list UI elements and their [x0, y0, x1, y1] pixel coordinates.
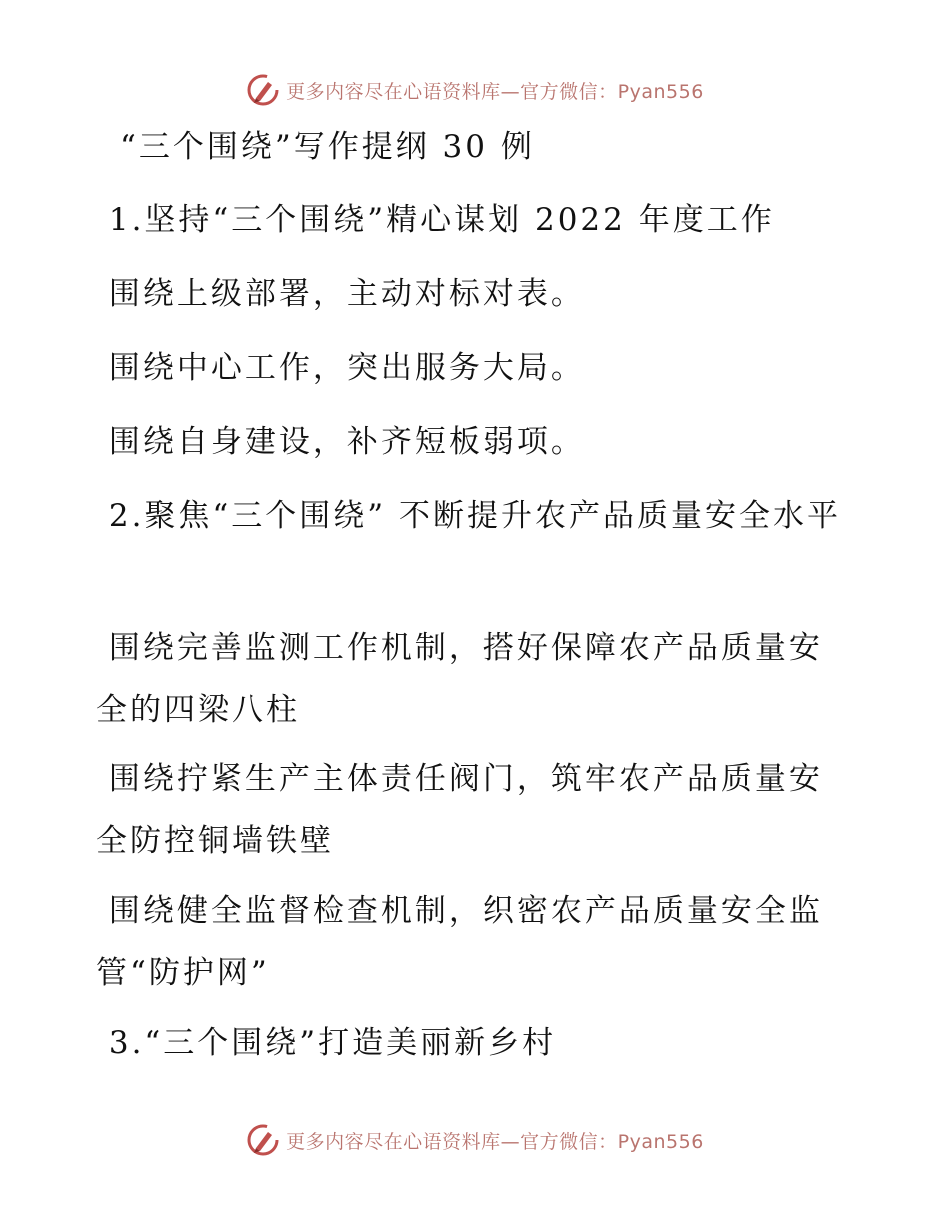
document-title: “三个围绕”写作提纲 30 例 [120, 129, 535, 165]
paragraph-2: 围绕上级部署，主动对标对表。 [96, 276, 585, 312]
paragraph-3: 围绕中心工作，突出服务大局。 [96, 350, 585, 386]
paragraph-6: 围绕完善监测工作机制，搭好保障农产品质量安全的四梁八柱 [96, 630, 823, 728]
paragraph-1: 1.坚持“三个围绕”精心谋划 2022 年度工作 [96, 202, 775, 238]
pen-logo-icon [246, 73, 280, 107]
watermark-footer [0, 1120, 950, 1160]
paragraph-7: 围绕拧紧生产主体责任阀门，筑牢农产品质量安全防控铜墙铁壁 [96, 761, 823, 859]
watermark-text: 更多内容尽在心语资料库—官方微信：Pyan556 [286, 80, 704, 103]
paragraph-9: 3.“三个围绕”打造美丽新乡村 [96, 1025, 557, 1061]
watermark-text: 更多内容尽在心语资料库—官方微信：Pyan556 [286, 1130, 704, 1153]
paragraph-5: 2.聚焦“三个围绕” 不断提升农产品质量安全水平 [96, 498, 841, 534]
paragraph-8: 围绕健全监督检查机制，织密农产品质量安全监管“防护网” [96, 893, 823, 991]
watermark-header [0, 70, 950, 110]
paragraph-4: 围绕自身建设，补齐短板弱项。 [96, 424, 585, 460]
pen-logo-icon [246, 1123, 280, 1157]
